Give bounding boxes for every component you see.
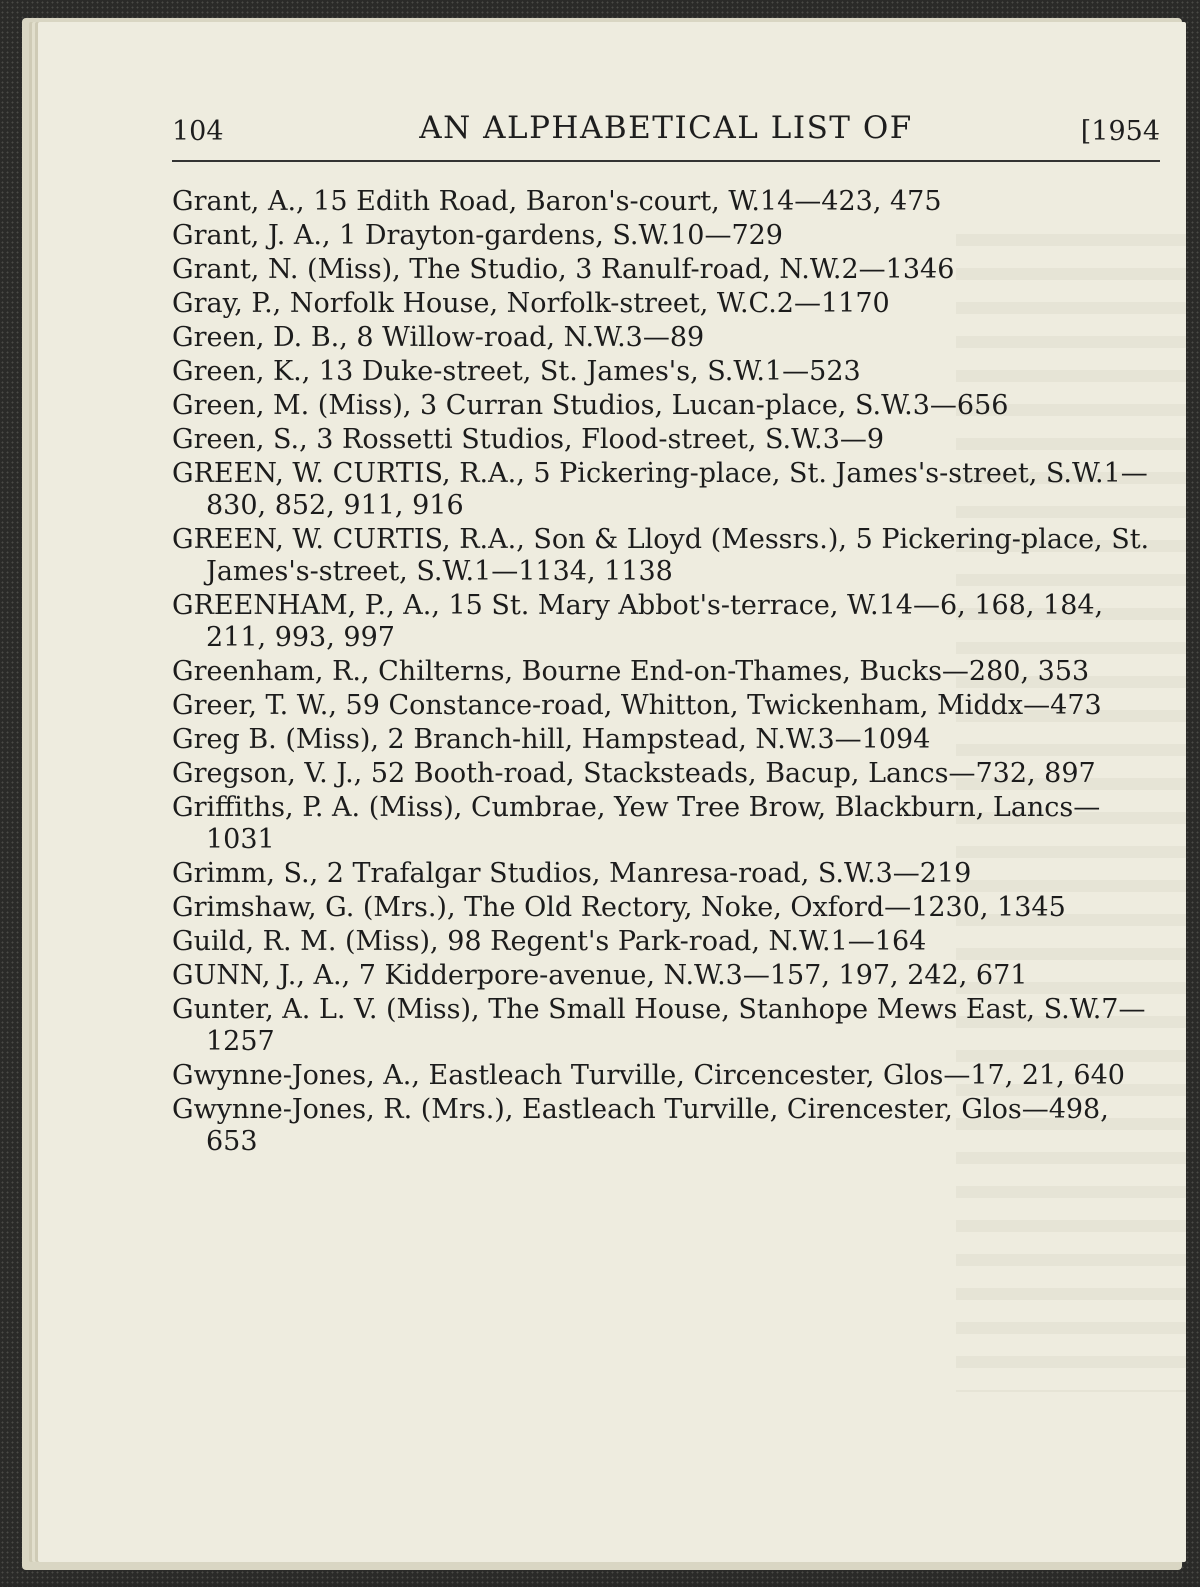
list-item: [172, 994, 1160, 1058]
list-item: [172, 758, 1160, 790]
entry-text: GREEN, W. CURTIS, R.A., 5 Pickering-place, St. James's-street, S.W.1—830, 852, 911, 916: [172, 458, 1148, 521]
entry-text: Grant, A., 15 Edith Road, Baron's-court, W.14—423, 475: [172, 186, 942, 217]
entry-text: Gwynne-Jones, A., Eastleach Turville, Circencester, Glos—17, 21, 640: [172, 1060, 1125, 1091]
list-item: [172, 186, 1160, 218]
running-title: AN ALPHABETICAL LIST OF: [419, 110, 913, 146]
list-item: [172, 892, 1160, 924]
list-item: [172, 724, 1160, 756]
list-item: [172, 424, 1160, 456]
entry-text: Grimshaw, G. (Mrs.), The Old Rectory, Noke, Oxford—1230, 1345: [172, 892, 1066, 923]
entry-text: Greg B. (Miss), 2 Branch-hill, Hampstead, N.W.3—1094: [172, 724, 931, 755]
list-item: [172, 254, 1160, 286]
entry-text: Gwynne-Jones, R. (Mrs.), Eastleach Turville, Cirencester, Glos—498, 653: [172, 1094, 1109, 1157]
list-item: [172, 322, 1160, 354]
entry-text: Gregson, V. J., 52 Booth-road, Stacksteads, Bacup, Lancs—732, 897: [172, 758, 1096, 789]
list-item: [172, 858, 1160, 890]
page-number: 104: [172, 116, 224, 147]
list-item: [172, 458, 1160, 522]
page-header: [172, 100, 1160, 162]
entry-text: GREEN, W. CURTIS, R.A., Son & Lloyd (Messrs.), 5 Pickering-place, St. James's-street, S.W.1—1134, 1138: [172, 524, 1150, 587]
entry-text: Greer, T. W., 59 Constance-road, Whitton, Twickenham, Middx—473: [172, 690, 1102, 721]
list-item: [172, 656, 1160, 688]
entry-text: Guild, R. M. (Miss), 98 Regent's Park-road, N.W.1—164: [172, 926, 927, 957]
entry-text: Green, S., 3 Rossetti Studios, Flood-street, S.W.3—9: [172, 424, 885, 455]
list-item: [172, 220, 1160, 252]
entry-text: Green, D. B., 8 Willow-road, N.W.3—89: [172, 322, 705, 353]
list-item: [172, 356, 1160, 388]
list-item: [172, 1094, 1160, 1158]
entry-text: Grant, J. A., 1 Drayton-gardens, S.W.10—729: [172, 220, 783, 251]
list-item: [172, 792, 1160, 856]
entry-text: GUNN, J., A., 7 Kidderpore-avenue, N.W.3—157, 197, 242, 671: [172, 960, 1028, 991]
entry-text: Griffiths, P. A. (Miss), Cumbrae, Yew Tree Brow, Blackburn, Lancs—1031: [172, 792, 1101, 855]
list-item: [172, 960, 1160, 992]
list-item: [172, 524, 1160, 588]
entry-text: Greenham, R., Chilterns, Bourne End-on-Thames, Bucks—280, 353: [172, 656, 1090, 687]
entry-text: Green, M. (Miss), 3 Curran Studios, Lucan-place, S.W.3—656: [172, 390, 1009, 421]
entry-text: Gray, P., Norfolk House, Norfolk-street, W.C.2—1170: [172, 288, 890, 319]
list-item: [172, 1060, 1160, 1092]
entry-text: Gunter, A. L. V. (Miss), The Small House, Stanhope Mews East, S.W.7—1257: [172, 994, 1146, 1057]
list-item: [172, 390, 1160, 422]
year-label: [1954: [1080, 116, 1160, 147]
list-item: [172, 590, 1160, 654]
entry-list: [172, 186, 1160, 1160]
entry-text: Grant, N. (Miss), The Studio, 3 Ranulf-road, N.W.2—1346: [172, 254, 955, 285]
list-item: [172, 926, 1160, 958]
entry-text: Grimm, S., 2 Trafalgar Studios, Manresa-road, S.W.3—219: [172, 858, 972, 889]
list-item: [172, 690, 1160, 722]
entry-text: GREENHAM, P., A., 15 St. Mary Abbot's-terrace, W.14—6, 168, 184, 211, 993, 997: [172, 590, 1104, 653]
entry-text: Green, K., 13 Duke-street, St. James's, S.W.1—523: [172, 356, 861, 387]
list-item: [172, 288, 1160, 320]
